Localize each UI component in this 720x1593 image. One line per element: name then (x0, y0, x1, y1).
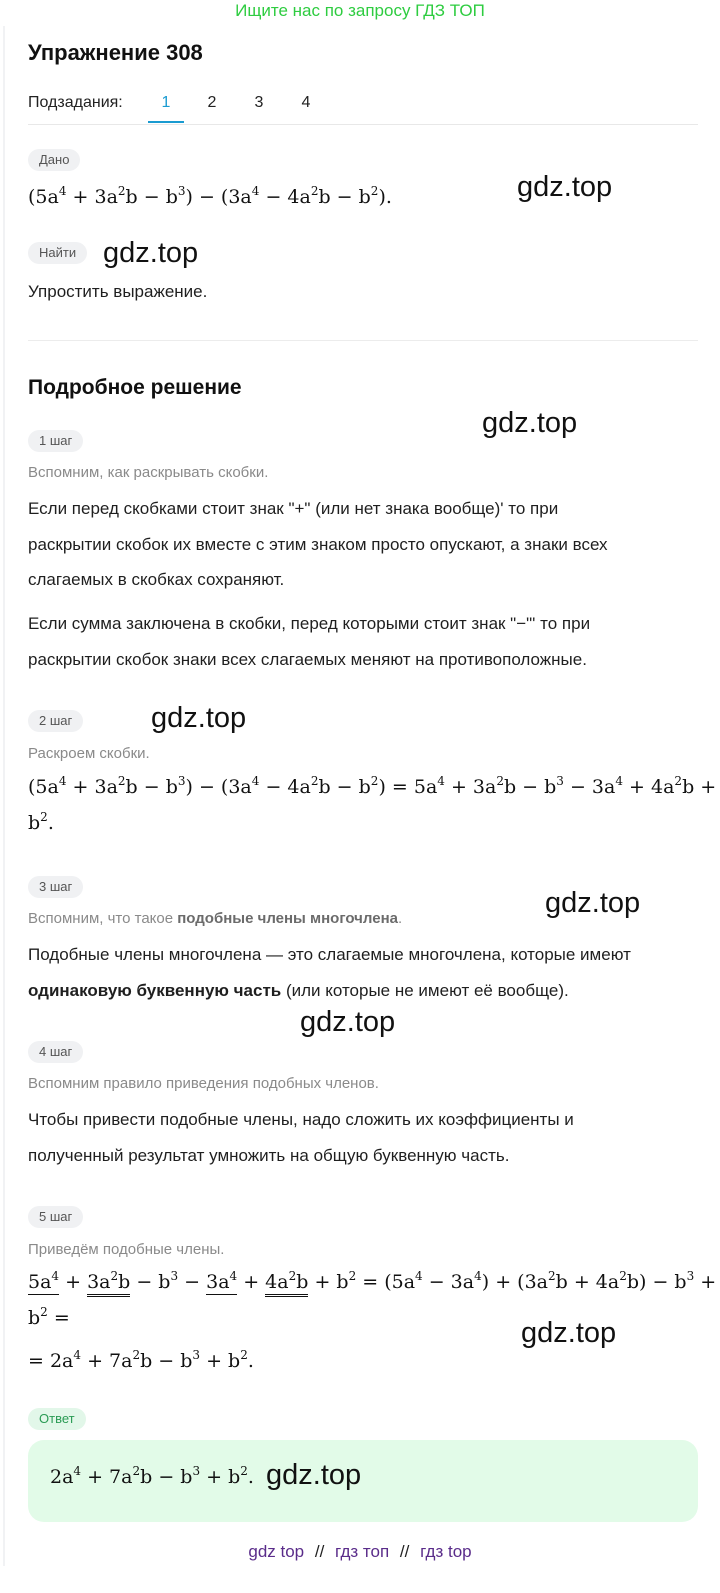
search-banner[interactable]: Ищите нас по запросу ГДЗ ТОП (235, 1, 485, 20)
step-4-hint: Вспомним правило приведения подобных членов. (28, 1075, 379, 1092)
find-text: Упростить выражение. (28, 282, 208, 301)
watermark: gdz.top (545, 887, 641, 919)
step-2-expression-cont: $b^2$. (28, 810, 54, 834)
step-2-badge: 2 шаг (28, 710, 83, 732)
watermark: gdz.top (266, 1459, 362, 1491)
watermark: gdz.top (521, 1317, 617, 1349)
tab-subtask-1[interactable]: 1 (161, 94, 171, 111)
footer-links (0, 1542, 720, 1562)
answer-badge: Ответ (28, 1408, 86, 1430)
step-5-expression: $5a^4 + 3a^2b - b^3 - 3a^4 + 4a^2b + b^2 = (5a^4 - 3a^4) + (3a^2b + 4a^2b) - b^3$ + (28, 1271, 716, 1293)
step-1-badge: 1 шаг (28, 430, 83, 452)
step-5-expression-cont: $b^2$ = (28, 1305, 70, 1329)
step-2-hint: Раскроем скобки. (28, 745, 150, 762)
watermark: gdz.top (151, 702, 247, 734)
step-5-badge: 5 шаг (28, 1206, 83, 1228)
step-2-expression: $(5a^4 + 3a^2b - b^3) - (3a^4 - 4a^2b - b^2) = 5a^4 + 3a^2b - b^3 - 3a^4 + 4a^2b$ + (28, 774, 717, 798)
page-title: Упражнение 308 (28, 40, 203, 65)
step-1-line-3: слагаемых в скобках сохраняют. (28, 570, 285, 589)
section-divider (28, 340, 698, 341)
footer-link-gdz-top-ru[interactable]: гдз топ (335, 1542, 390, 1561)
step-4-line-2: полученный результат умножить на общую буквенную часть. (28, 1146, 510, 1165)
find-badge: Найти (28, 242, 87, 264)
subtasks-label: Подзадания: (28, 94, 123, 111)
subtasks-bar (28, 92, 698, 125)
tab-subtask-4[interactable]: 4 (301, 94, 311, 111)
step-1-hint: Вспомним, как раскрывать скобки. (28, 464, 269, 481)
watermark: gdz.top (103, 237, 199, 269)
step-1-line-4: Если сумма заключена в скобки, перед которыми стоит знак "−"' то при (28, 614, 591, 633)
given-badge: Дано (28, 149, 80, 171)
step-1-line-2: раскрытии скобок их вместе с этим знаком просто опускают, а знаки всех (28, 535, 608, 554)
solution-title: Подробное решение (28, 376, 242, 399)
step-1-line-1: Если перед скобками стоит знак "+" (или нет знака вообще)' то при (28, 499, 559, 518)
step-5-hint: Приведём подобные члены. (28, 1241, 225, 1258)
step-4-line-1: Чтобы привести подобные члены, надо сложить их коэффициенты и (28, 1110, 574, 1129)
tab-subtask-3[interactable]: 3 (254, 94, 264, 111)
footer-separator: // (399, 1542, 410, 1561)
given-expression: $(5a^4 + 3a^2b - b^3) - (3a^4 - 4a^2b - b^2)$. (28, 184, 392, 208)
footer-link-gdz-top[interactable]: gdz top (248, 1542, 305, 1561)
footer-separator: // (314, 1542, 325, 1561)
step-3-hint: Вспомним, что такое подобные члены многочлена. (28, 910, 403, 927)
step-3-badge: 3 шаг (28, 876, 83, 898)
step-3-line-2: одинаковую буквенную часть (или которые не имеют её вообще). (28, 981, 569, 1000)
active-tab-indicator (148, 121, 184, 123)
step-3-line-1: Подобные члены многочлена — это слагаемые многочлена, которые имеют (28, 945, 631, 964)
left-border (3, 26, 5, 1566)
answer-expression: $2a^4 + 7a^2b - b^3 + b^2$. (50, 1464, 254, 1488)
watermark: gdz.top (482, 407, 578, 439)
step-1-line-5: раскрытии скобок знаки всех слагаемых меняют на противоположные. (28, 650, 587, 669)
step-5-result: = $2a^4 + 7a^2b - b^3 + b^2$. (28, 1348, 254, 1372)
footer-link-gdz-top-mixed[interactable]: гдз top (420, 1542, 472, 1561)
watermark: gdz.top (517, 171, 613, 203)
watermark: gdz.top (300, 1006, 396, 1038)
step-4-badge: 4 шаг (28, 1041, 83, 1063)
tab-subtask-2[interactable]: 2 (207, 94, 217, 111)
